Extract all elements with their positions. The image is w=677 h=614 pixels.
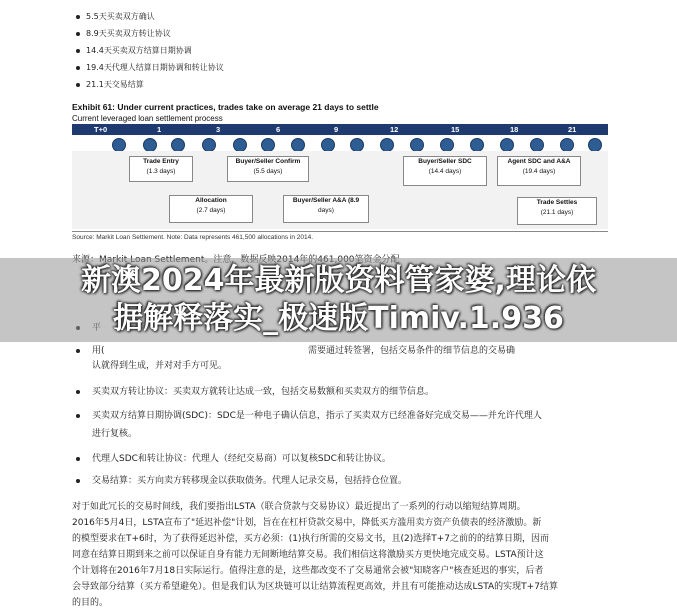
bullet-icon [76, 49, 80, 53]
timeline-node [321, 138, 335, 152]
timeline-node [500, 138, 514, 152]
paragraph-line: 会导致部分结算（买方希望避免）。但是我们认为区块链可以让结算流程更高效，并且有可能推动达成LSTA的实现T+7结算 [72, 582, 558, 592]
list-item: 5.5天买卖双方确认 [76, 8, 224, 25]
bullet-icon [76, 32, 80, 36]
paragraph-line: 2016年5月4日，LSTA宣布了"延迟补偿"计划，旨在在杠杆贷款交易中，降低买方滥用卖方资产负债表的经济激励。新 [72, 518, 542, 528]
timeline-node [233, 138, 247, 152]
bullet-text: 进行复核。 [92, 429, 138, 439]
timeline-node [291, 138, 305, 152]
partial-text: 用( [92, 346, 105, 356]
paragraph-line: 同意在结算日期到来之前可以保证自身有能力无间断地结算交易。我们相信这将激励买方更快地完成交易。LSTA预计这 [72, 550, 544, 560]
tick-label: 21 [568, 125, 577, 134]
bullet-icon [76, 390, 80, 394]
tick-label: T+0 [94, 125, 108, 134]
bullet-icon [76, 479, 80, 483]
divider [72, 231, 608, 232]
timeline-node [171, 138, 185, 152]
timeline-node [560, 138, 574, 152]
list-item: 14.4天买卖双方结算日期协调 [76, 42, 224, 59]
process-box: Buyer/Seller A&A (8.9 days) [283, 195, 369, 223]
bullet-icon [76, 15, 80, 19]
top-bullet-list [76, 8, 224, 93]
process-box: Buyer/Seller SDC (14.4 days) [403, 156, 487, 186]
partial-text: 需要通过转签署，包括交易条件的细节信息的交易确 [308, 346, 516, 356]
process-box: Buyer/Seller Confirm (5.5 days) [227, 156, 309, 182]
bullet-icon [76, 414, 80, 418]
timeline-node [202, 138, 216, 152]
timeline-node [410, 138, 424, 152]
timeline-node [143, 138, 157, 152]
tick-label: 15 [451, 125, 460, 134]
bullet-text: 交易结算：买方向卖方转移现金以获取债务。代理人记录交易，包括持仓位置。 [92, 476, 408, 486]
list-item: 21.1天交易结算 [76, 76, 224, 93]
tick-label: 9 [334, 125, 339, 134]
headline-overlay: 新澳2024年最新版资料管家婆,理论依 据解释落实_极速版Timiv.1.936 [81, 263, 596, 336]
tick-label: 18 [510, 125, 519, 134]
timeline-node [261, 138, 275, 152]
partial-text: 认就得到生成，并对对手方可见。 [92, 361, 228, 371]
bullet-icon [76, 66, 80, 70]
timeline-node [530, 138, 544, 152]
bullet-icon [76, 83, 80, 87]
tick-label: 12 [390, 125, 399, 134]
list-item: 8.9天买卖双方转让协议 [76, 25, 224, 42]
process-box: Agent SDC and A&A (19.4 days) [497, 156, 581, 186]
tick-label: 3 [216, 125, 221, 134]
timeline-node [470, 138, 484, 152]
paragraph-line: 对于如此冗长的交易时间线，我们要指出LSTA（联合贷款与交易协议）最近提出了一系列的行动以缩短结算周期。 [72, 502, 526, 512]
bullet-icon [76, 349, 80, 353]
exhibit-title: Exhibit 61: Under current practices, trades take on average 21 days to settle [72, 102, 379, 112]
bullet-text: 买卖双方转让协议：买卖双方就转让达成一致，包括交易数额和买卖双方的细节信息。 [92, 387, 435, 397]
exhibit-subtitle: Current leveraged loan settlement process [72, 114, 223, 123]
tick-label: 6 [276, 125, 281, 134]
list-item: 19.4天代理人结算日期协调和转让协议 [76, 59, 224, 76]
bullet-text: 代理人SDC和转让协议：代理人（经纪交易商）可以复核SDC和转让协议。 [92, 454, 391, 464]
exhibit-source: Source: Markit Loan Settlement. Note: Data represents 461,500 allocations in 2014. [72, 234, 314, 241]
bullet-icon [76, 457, 80, 461]
timeline-bar [72, 124, 608, 135]
bullet-text: 买卖双方结算日期协调(SDC)：SDC是一种电子确认信息，指示了买卖双方已经准备好完成交易——并允许代理人 [92, 411, 542, 421]
process-box: Trade Entry (1.3 days) [129, 156, 193, 182]
timeline-node [440, 138, 454, 152]
paragraph-line: 的目的。 [72, 598, 109, 608]
tick-label: 1 [157, 125, 162, 134]
paragraph-line: 个计划将在2016年7月18日实际运行。值得注意的是，这些都改变不了交易通常会被"知晓客户"核查延迟的事实，后者 [72, 566, 544, 576]
timeline-node [380, 138, 394, 152]
process-box: Allocation (2.7 days) [169, 195, 253, 223]
timeline-node [112, 138, 126, 152]
timeline-node [588, 138, 602, 152]
paragraph-line: 的模型要求在T+6时，为了获得延迟补偿，买方必须：(1)执行所需的交易文书，且(2)选择T+7之前的的结算日期，因而 [72, 534, 550, 544]
process-box: Trade Settles (21.1 days) [517, 197, 597, 225]
timeline-node [350, 138, 364, 152]
